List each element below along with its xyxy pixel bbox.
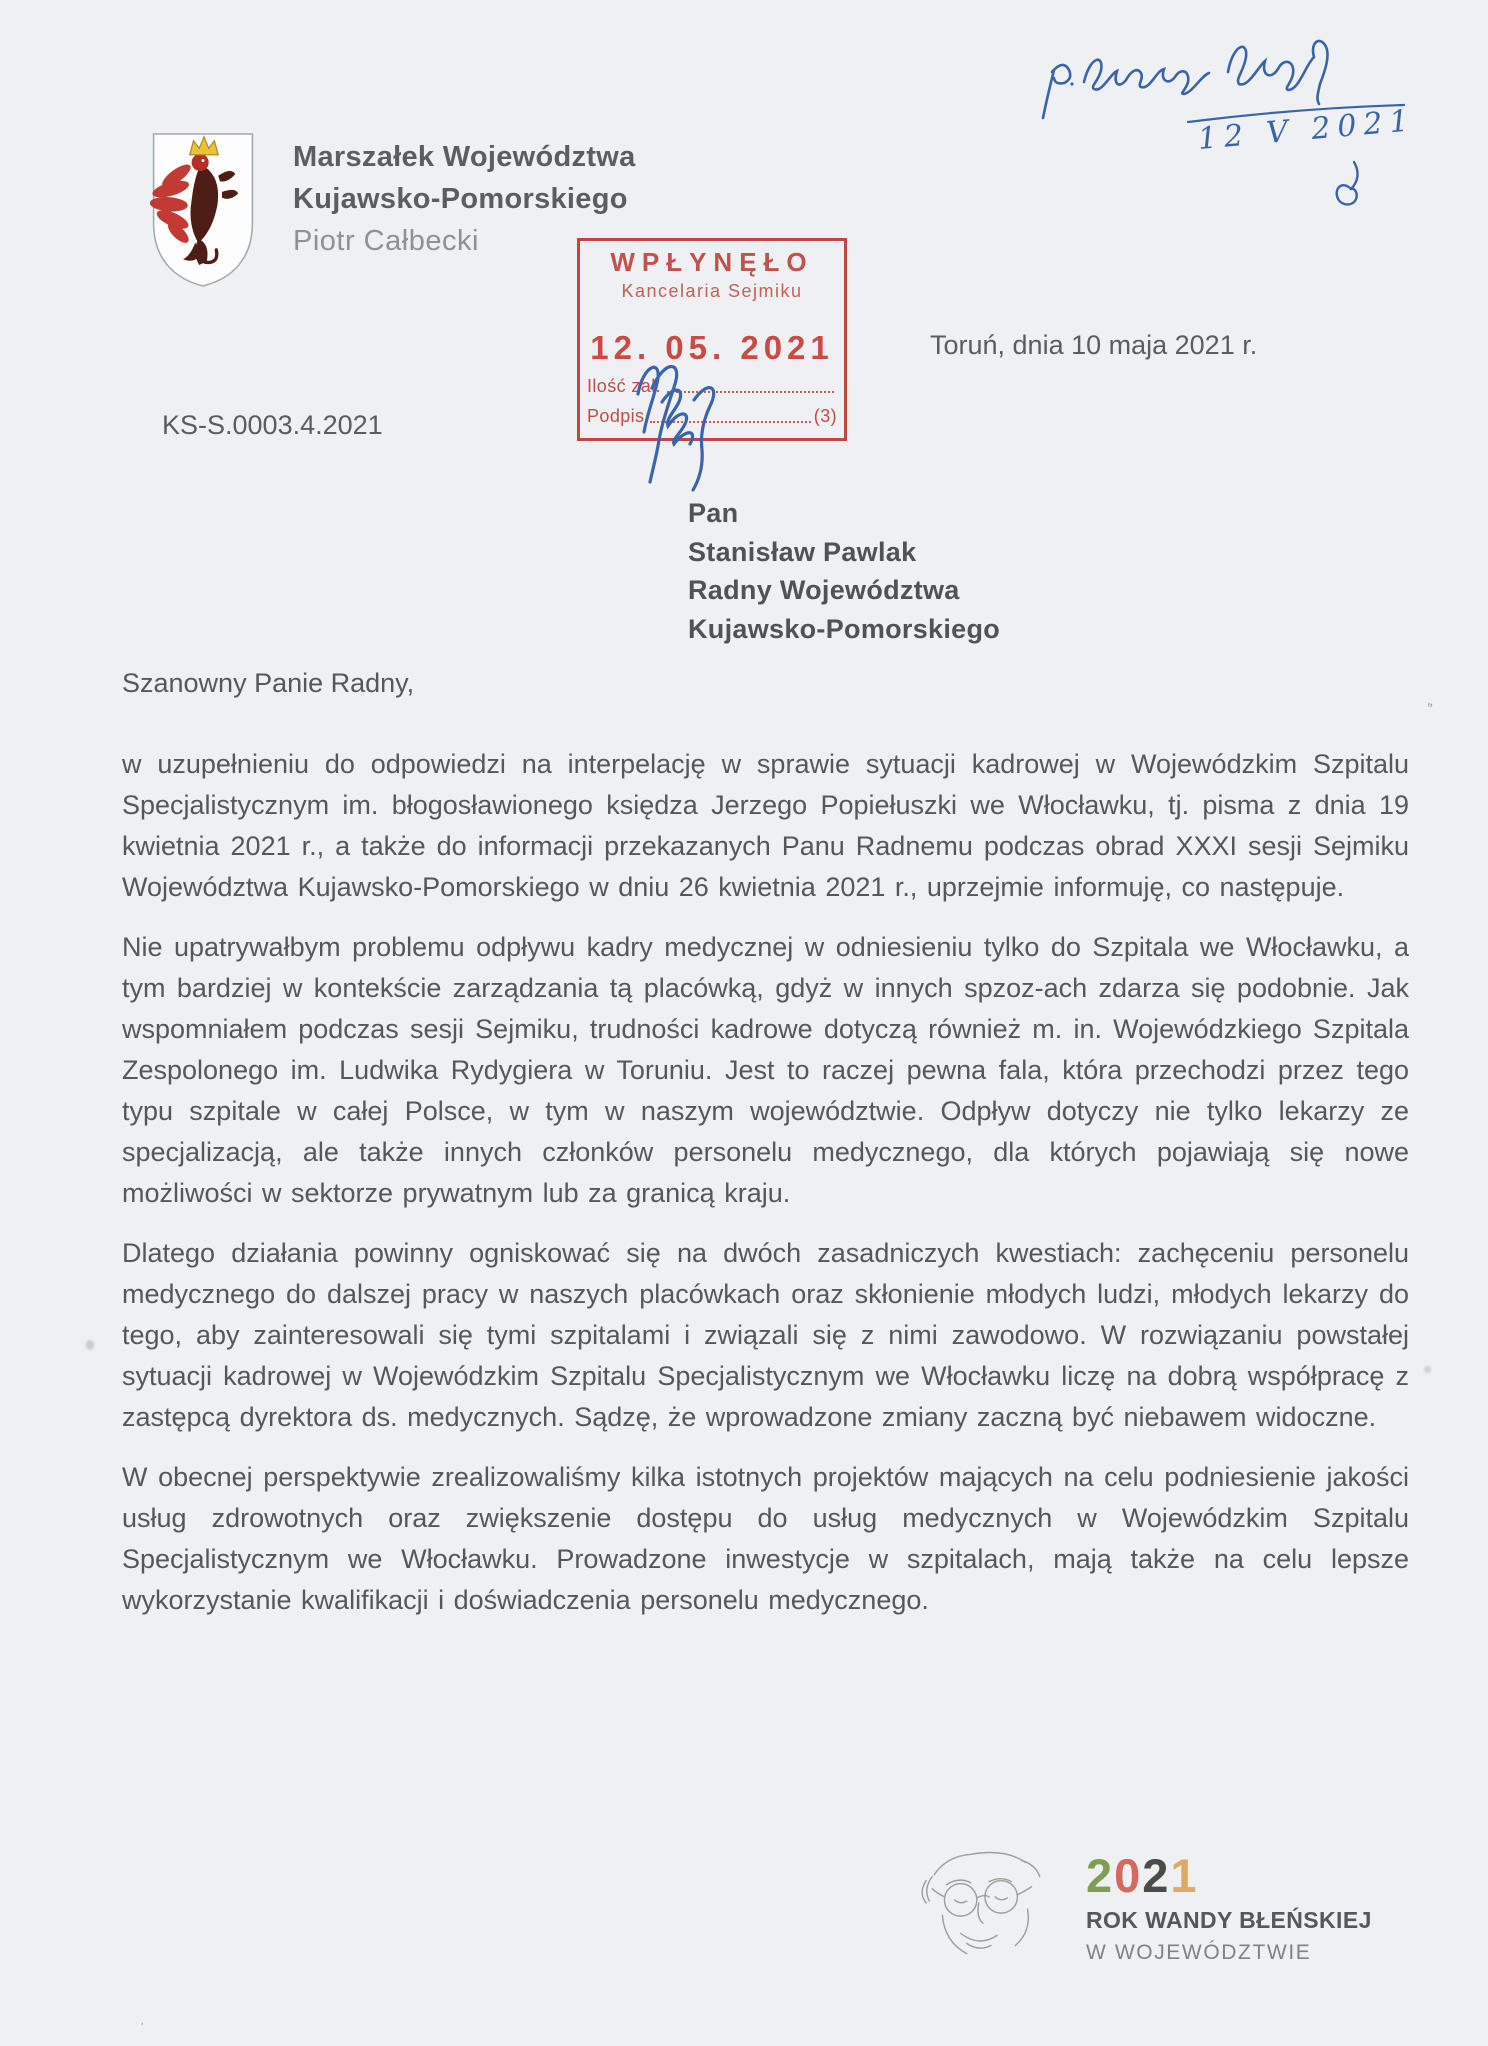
footer-year-digit: 0 — [1114, 1849, 1143, 1902]
letter-body — [122, 744, 1409, 1640]
footer-year-digit: 2 — [1142, 1849, 1171, 1902]
scan-artifact: „ — [1426, 691, 1435, 710]
stamp-attachments-label: Ilość zał. — [587, 376, 662, 396]
stamp-title: WPŁYNĘŁO — [610, 247, 814, 277]
place-and-date: Toruń, dnia 10 maja 2021 r. — [930, 330, 1258, 360]
footer-year-digit: 2 — [1086, 1849, 1115, 1902]
body-paragraph: Dlatego działania powinny ogniskować się na dwóch zasadniczych kwestiach: zachęceniu personelu medycznego do dalszej pracy w naszych placówkach oraz skłonienie młodych ludzi, młodych lekarzy do tego, aby zainteresowali się tymi szpitalami i związali się z nimi zawodowo. W rozwiązaniu powstałej sytuacji kadrowej w Wojewódzkim Szpitalu Specjalistycznym we Włocławku liczę na dobrą współpracę z zastępcą dyrektora ds. medycznych. Sądzę, że wprowadzone zmiany zaczną być niebawem widoczne. — [122, 1238, 1409, 1432]
body-paragraph: Nie upatrywałbym problemu odpływu kadry medycznej w odniesieniu tylko do Szpitala we Włocławku, a tym bardziej w kontekście zarządzania tą placówką, gdyż w innych spzoz-ach zdarza się podobnie. Jak wspomniałem podczas sesji Sejmiku, trudności kadrowe dotyczą również m. in. Wojewódzkiego Szpitala Zespolonego im. Ludwika Rydygiera w Toruniu. Jest to raczej pewna fala, która przechodzi przez tego typu szpitale w całej Polsce, w tym w naszym województwie. Odpływ dotyczy nie tylko lekarzy ze specjalizacją, ale także innych członków personelu medycznego, dla których pojawiają się nowe możliwości w sektorze prywatnym lub za granicą kraju. — [122, 932, 1409, 1208]
reference-number: KS-S.0003.4.2021 — [162, 410, 383, 440]
recipient-line: Radny Województwa — [688, 575, 960, 605]
footer-year-subtitle: W WOJEWÓDZTWIE — [1086, 1941, 1312, 1964]
footer-year-title: ROK WANDY BŁEŃSKIEJ — [1086, 1907, 1372, 1933]
body-paragraph: W obecnej perspektywie zrealizowaliśmy kilka istotnych projektów mających na celu podniesienie jakości usług zdrowotnych oraz zwiększenie dostępu do usług medycznych w Wojewódzkim Szpitalu Specjalistycznym we Włocławku. Prowadzone inwestycje w szpitalach, mają także na celu lepsze wykorzystanie kwalifikacji i doświadczenia personelu medycznego. — [122, 1462, 1409, 1615]
recipient-block — [688, 494, 1000, 648]
recipient-line: Pan — [688, 498, 739, 528]
handwritten-date: 12 V 2021 — [1196, 103, 1417, 157]
footer-logo-text — [1086, 1849, 1372, 1965]
footer-year — [1086, 1849, 1372, 1902]
stamp-signature-suffix: (3) — [813, 406, 837, 426]
stamp-signature-label: Podpis — [587, 406, 645, 426]
recipient-line: Stanisław Pawlak — [688, 536, 917, 567]
stamp-handwritten-signature — [620, 342, 750, 492]
sender-title-line2: Kujawsko-Pomorskiego — [293, 183, 628, 215]
sender-name: Piotr Całbecki — [293, 225, 479, 257]
scan-artifact — [86, 1340, 94, 1350]
handwritten-initial-mark — [1322, 156, 1374, 212]
griffin-head — [192, 154, 209, 171]
scan-artifact: ʾ — [140, 2020, 145, 2036]
sender-title-line1: Marszałek Województwa — [293, 141, 636, 173]
stamp-subtitle: Kancelaria Sejmiku — [621, 281, 803, 301]
recipient-line: Kujawsko-Pomorskiego — [688, 613, 1001, 644]
footer-year-digit: 1 — [1170, 1849, 1199, 1902]
scan-artifact — [1424, 1366, 1431, 1373]
body-paragraph: w uzupełnieniu do odpowiedzi na interpelację w sprawie sytuacji kadrowej w Wojewódzkim Szpitalu Specjalistycznym im. błogosławionego księdza Jerzego Popiełuszki we Włocławku, tj. pisma z dnia 19 kwietnia 2021 r., a także do informacji przekazanych Panu Radnemu podczas obrad XXXI sesji Sejmiku Województwa Kujawsko-Pomorskiego w dniu 26 kwietnia 2021 r., uprzejmie informuję, co następuje. — [122, 749, 1409, 902]
wanda-blenska-sketch — [912, 1842, 1064, 1968]
salutation: Szanowny Panie Radny, — [122, 668, 415, 698]
stamp-date: 12. 05. 2021 — [590, 329, 834, 366]
coat-of-arms-kujawsko-pomorskie — [146, 126, 260, 292]
